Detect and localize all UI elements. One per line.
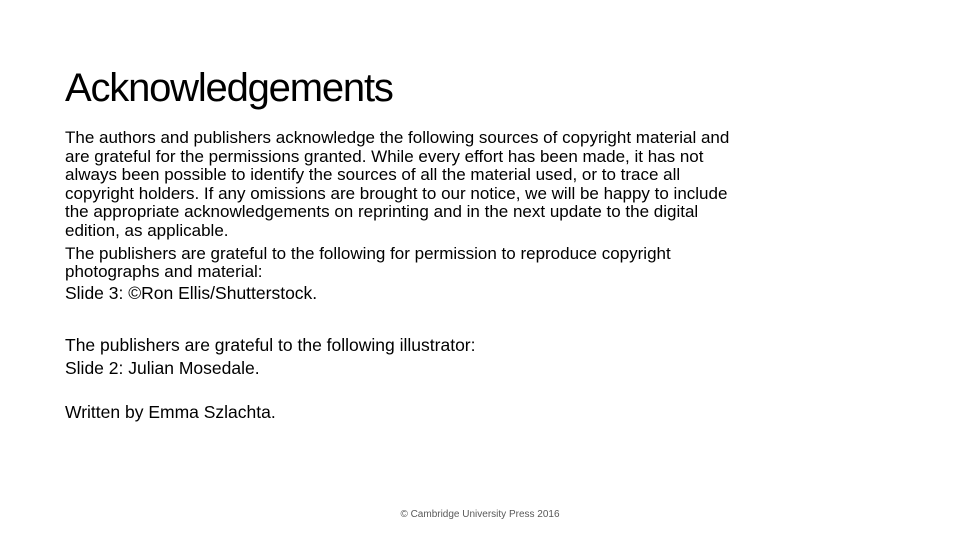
slide-body — [65, 129, 875, 424]
slide-title: Acknowledgements — [65, 66, 393, 110]
copyright-footer: © Cambridge University Press 2016 — [400, 509, 560, 520]
paragraph-line: always been possible to identify the sources of all the material used, or to trace all — [65, 165, 681, 185]
photo-credit: Slide 3: ©Ron Ellis/Shutterstock. — [65, 282, 318, 303]
paragraph-line: The authors and publishers acknowledge the following sources of copyright material and — [65, 128, 730, 147]
paragraph-line: the appropriate acknowledgements on reprinting and in the next update to the digital — [65, 202, 699, 222]
paragraph-line: copyright holders. If any omissions are brought to our notice, we will be happy to include — [65, 183, 728, 203]
paragraph-line: are grateful for the permissions granted. While every effort has been made, it has not — [65, 146, 704, 166]
permissions-paragraph — [65, 129, 875, 241]
photo-permissions-paragraph — [65, 245, 875, 282]
paragraph-line: photographs and material: — [65, 262, 263, 282]
paragraph-line: The publishers are grateful to the following for permission to reproduce copyright — [65, 243, 671, 263]
author-credit: Written by Emma Szlachta. — [65, 401, 276, 422]
paragraph-line: edition, as applicable. — [65, 220, 229, 240]
illustrator-credit: Slide 2: Julian Mosedale. — [65, 357, 260, 378]
illustrator-intro: The publishers are grateful to the following illustrator: — [65, 334, 476, 355]
